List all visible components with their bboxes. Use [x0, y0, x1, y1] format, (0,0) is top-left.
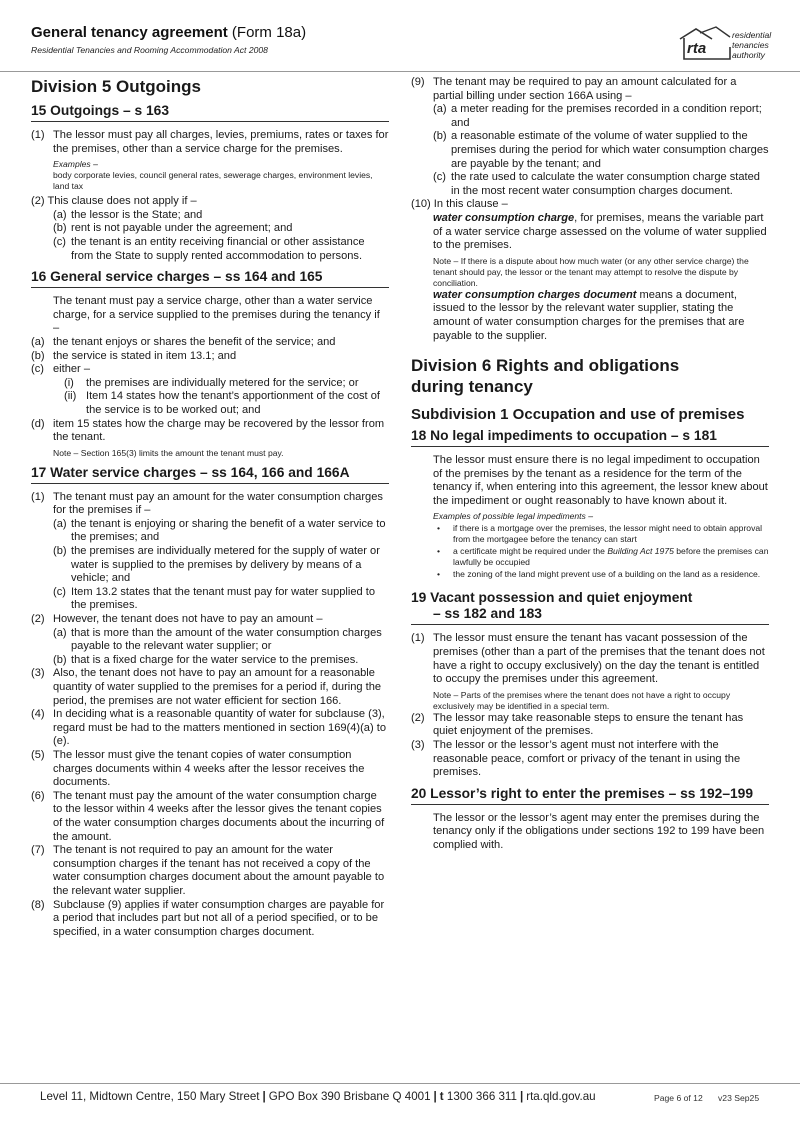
left-column: [31, 76, 389, 939]
footer-divider: [0, 1083, 800, 1084]
section-18-bullet-2: • a certificate might be required under the Building Act 1975 before the premises can lawfully be occupied: [437, 546, 769, 568]
section-18-body: The lessor must ensure there is no legal impediment to occupation of the premises by the tenant as a residence for the term of the tenancy if, when entering into this agreement, the lessor knew about the impediment or ought reasonably to have known about it.: [433, 454, 768, 507]
clause-19-1: (1) The lessor must ensure the tenant has vacant possession of the premises (other than a part of the premises that the tenant does not have a right to occupy exclusively) on the day the tenant is entitled to occupy the premises under this agreement.: [411, 632, 765, 686]
clause-17-9: (9) The tenant may be required to pay an amount calculated for a partial billing under section 166A using –: [411, 76, 737, 102]
subdivision-1-title: Subdivision 1 Occupation and use of premises: [411, 406, 745, 424]
page-header: [0, 0, 800, 72]
division-5-title: Division 5 Outgoings: [31, 77, 202, 96]
section-17-title: 17 Water service charges – ss 164, 166 and 166A: [31, 465, 389, 484]
clause-16-d: (d) item 15 states how the charge may be recovered by the lessor from the tenant.: [31, 417, 385, 444]
clause-16-a: (a) the tenant enjoys or shares the benefit of the service; and: [31, 335, 336, 348]
section-15-title: 15 Outgoings – s 163: [31, 103, 389, 122]
clause-17-1-c: (c) Item 13.2 states that the tenant must pay for water supplied to the premises.: [53, 585, 376, 612]
clause-17-2: (2) However, the tenant does not have to pay an amount –: [31, 613, 323, 626]
clause-17-note: Note – If there is a dispute about how much water (or any other service charge) the tenant should pay, the lessor or the tenant may attempt to resolve the dispute by conciliation.: [433, 255, 749, 288]
examples-text: body corporate levies, council general rates, sewerage charges, environment levies, land tax: [53, 170, 373, 192]
clause-17-1-a: (a) the tenant is enjoying or sharing the benefit of a water service to the premises; and: [53, 517, 386, 544]
clause-15-2: (2) This clause does not apply if –: [31, 195, 197, 208]
clause-15-2-b: (b) rent is not payable under the agreement; and: [53, 222, 293, 235]
clause-16-c: (c) either –: [31, 363, 91, 376]
clause-17-9-a: (a) a meter reading for the premises recorded in a condition report; and: [433, 103, 762, 129]
clause-19-3: (3) The lessor or the lessor’s agent must not interfere with the reasonable peace, comfort or privacy of the tenant in using the premises.: [411, 739, 741, 779]
clause-17-4: (4) In deciding what is a reasonable quantity of water for subclause (3), regard must be had to the matters mentioned in section 169(4)(a) to (e).: [31, 708, 386, 748]
page-number: Page 6 of 12: [654, 1093, 703, 1103]
clause-17-9-c: (c) the rate used to calculate the water consumption charge stated in the most recent water consumption charges document.: [433, 171, 760, 197]
clause-17-8: (8) Subclause (9) applies if water consumption charges are payable for a period that includes part but not all of a period specified, or to be specified, in a water consumption charges document.: [31, 898, 385, 938]
clause-15-1: (1) The lessor must pay all charges, levies, premiums, rates or taxes for the premises, other than a service charge for the premises.: [31, 129, 389, 155]
clause-17-1-b: (b) the premises are individually metered for the supply of water or water is supplied to the premises by delivery by means of a vehicle; and: [53, 545, 380, 585]
right-column: [411, 76, 769, 853]
section-16-title: 16 General service charges – ss 164 and 165: [31, 269, 389, 288]
clause-17-5: (5) The lessor must give the tenant copies of water consumption charges documents within 4 weeks after the lessor receives the documents.: [31, 748, 365, 789]
clause-17-7: (7) The tenant is not required to pay an amount for the water consumption charges if the tenant has not received a copy of the water consumption charges document about the amount payable to the relevant water supplier.: [31, 844, 385, 897]
clause-19-2: (2) The lessor may take reasonable steps to ensure the tenant has quiet enjoyment of the premises.: [411, 711, 744, 738]
clause-16-b: (b) the service is stated in item 13.1; and: [31, 349, 237, 362]
document-title: General tenancy agreement (Form 18a): [31, 24, 307, 41]
clause-16-c-ii: (ii) Item 14 states how the tenant’s apportionment of the cost of the service is to be worked out; and: [64, 390, 380, 416]
section-18-examples-label: Examples of possible legal impediments –: [433, 511, 594, 522]
document-subtitle: Residential Tenancies and Rooming Accommodation Act 2008: [31, 45, 268, 55]
clause-17-3: (3) Also, the tenant does not have to pay an amount for a reasonable quantity of water supplied to the premises for a period if, during the period, the premises are not water efficient for section 166.: [31, 667, 382, 707]
examples-label: Examples –: [53, 159, 98, 170]
clause-17-2-a: (a) that is more than the amount of the water consumption charges payable to the relevant water supplier; or: [53, 626, 382, 653]
section-18-title: 18 No legal impediments to occupation – s 181: [411, 428, 769, 447]
footer-website-link[interactable]: rta.qld.gov.au: [526, 1090, 596, 1103]
section-16-note: Note – Section 165(3) limits the amount the tenant must pay.: [53, 447, 284, 458]
definition-water-consumption-charge: water consumption charge, for premises, means the variable part of a water service charge assessed on the volume of water supplied to the premises.: [433, 211, 767, 252]
section-18-bullet-3: • the zoning of the land might prevent use of a building on the land as a residence.: [437, 569, 761, 580]
logo-mark: rta: [687, 40, 707, 57]
clause-16-c-i: (i) the premises are individually metered for the service; or: [64, 376, 359, 389]
section-16-intro: The tenant must pay a service charge, other than a water service charge, for a service supplied to the premises during the tenancy if –: [53, 295, 380, 335]
clause-15-2-a: (a) the lessor is the State; and: [53, 208, 203, 221]
version-label: v23 Sep25: [718, 1093, 760, 1103]
header-divider: [0, 71, 800, 72]
clause-17-10: (10) In this clause –: [411, 198, 508, 211]
section-18-bullet-1: • if there is a mortgage over the premises, the lessor might need to obtain approval from the mortgagee before the tenancy can start: [437, 523, 763, 545]
footer-po-box: GPO Box 390 Brisbane Q 4001: [268, 1090, 431, 1103]
clause-17-9-b: (b) a reasonable estimate of the volume of water supplied to the premises during the period for which water consumption charges are payable by the tenant; and: [433, 130, 769, 170]
section-20-body: The lessor or the lessor’s agent may enter the premises during the tenancy only if the obligations under sections 192 to 199 have been complied with.: [433, 811, 765, 851]
section-19-note: Note – Parts of the premises where the tenant does not have a right to occupy exclusively may be identified in a special term.: [433, 689, 731, 711]
definition-water-consumption-charges-document: water consumption charges document means a document, issued to the lessor by the relevant water supplier, stating the amount of water consumption charges for the premises that are payable to the supplier.: [433, 288, 745, 342]
clause-17-6: (6) The tenant must pay the amount of the water consumption charge to the lessor within 4 weeks after the lessor gives the tenant copies of the water consumption charges documents about the incurring of the amount.: [31, 789, 385, 843]
section-19-title: 19 Vacant possession and quiet enjoyment – ss 182 and 183: [411, 590, 769, 625]
clause-17-2-b: (b) that is a fixed charge for the water service to the premises.: [53, 653, 359, 666]
footer-phone: 1300 366 311: [446, 1090, 517, 1103]
section-20-title: 20 Lessor’s right to enter the premises – ss 192–199: [411, 786, 769, 805]
clause-15-2-c: (c) the tenant is an entity receiving financial or other assistance from the State to supply rented accommodation to persons.: [53, 235, 365, 262]
footer-address: Level 11, Midtown Centre, 150 Mary Street: [40, 1090, 260, 1103]
clause-17-1: (1) The tenant must pay an amount for the water consumption charges for the premises if –: [31, 490, 383, 517]
logo-text: residential tenancies authority: [732, 30, 772, 60]
page-footer: Level 11, Midtown Centre, 150 Mary Street | GPO Box 390 Brisbane Q 4001 | t 1300 366 311 | rta.qld.gov.au: [40, 1090, 596, 1103]
division-6-title: Division 6 Rights and obligations during tenancy: [411, 356, 680, 397]
